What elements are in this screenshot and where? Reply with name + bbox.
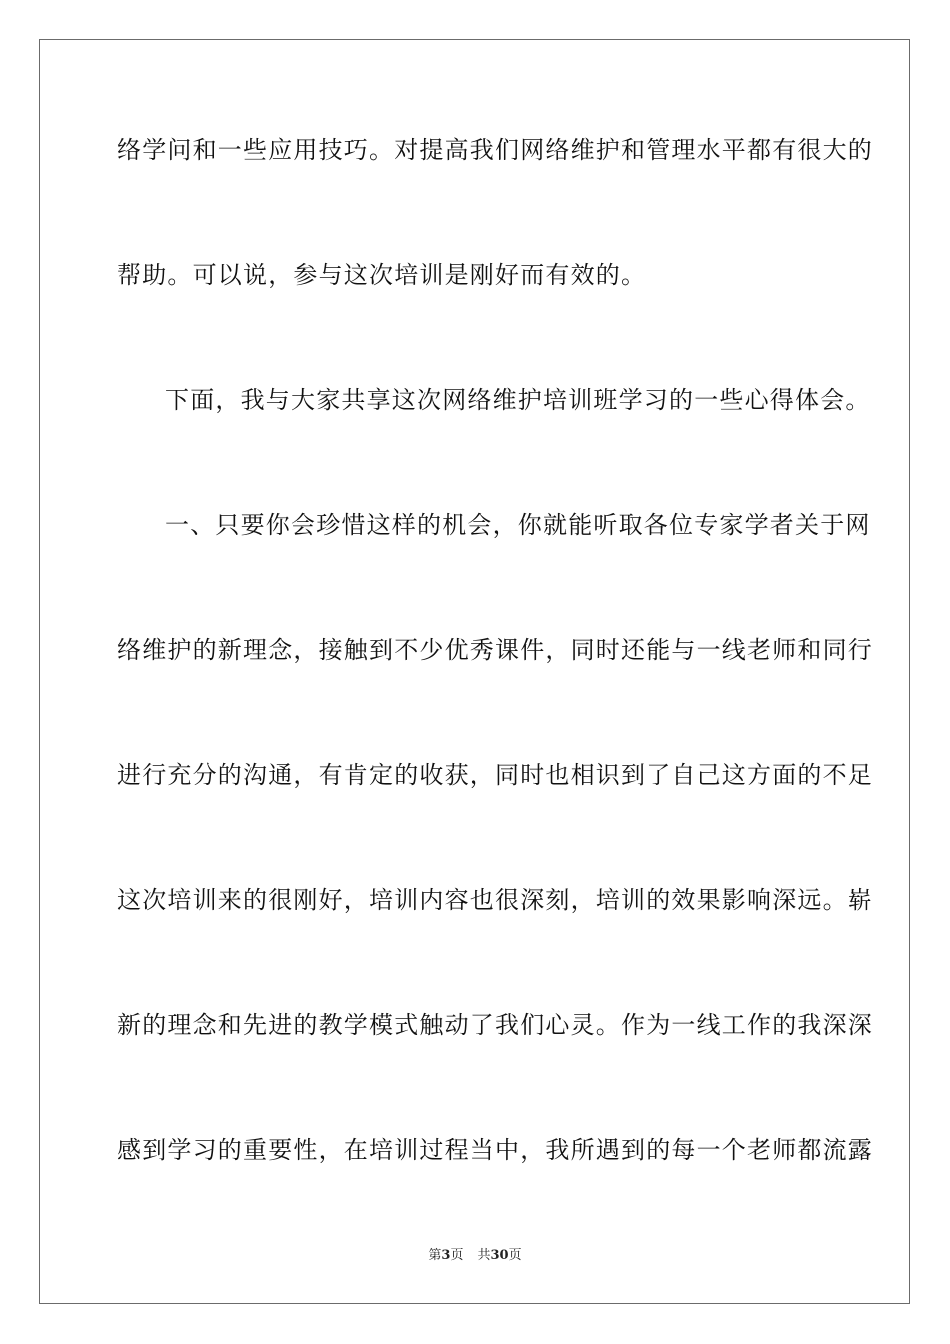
paragraph-line-9: 感到学习的重要性，在培训过程当中，我所遇到的每一个老师都流露 bbox=[117, 1136, 873, 1164]
paragraph-line-6: 进行充分的沟通，有肯定的收获，同时也相识到了自己这方面的不足 bbox=[117, 761, 873, 789]
page-prefix: 第 bbox=[428, 1248, 442, 1263]
total-pages: 30 bbox=[490, 1248, 509, 1263]
total-prefix: 共 bbox=[477, 1248, 491, 1263]
paragraph-line-5: 络维护的新理念，接触到不少优秀课件，同时还能与一线老师和同行 bbox=[117, 636, 873, 664]
paragraph-line-2: 帮助。可以说，参与这次培训是刚好而有效的。 bbox=[117, 261, 647, 289]
paragraph-line-7: 这次培训来的很刚好，培训内容也很深刻，培训的效果影响深远。崭 bbox=[117, 886, 873, 914]
total-suffix: 页 bbox=[508, 1248, 522, 1263]
paragraph-line-8: 新的理念和先进的教学模式触动了我们心灵。作为一线工作的我深深 bbox=[117, 1011, 873, 1039]
page-footer bbox=[0, 1247, 950, 1265]
paragraph-line-4: 一、只要你会珍惜这样的机会，你就能听取各位专家学者关于网 bbox=[165, 511, 871, 539]
page-number: 3 bbox=[441, 1248, 451, 1263]
page-suffix: 页 bbox=[450, 1248, 464, 1263]
paragraph-line-1: 络学问和一些应用技巧。对提高我们网络维护和管理水平都有很大的 bbox=[117, 136, 873, 164]
paragraph-line-3: 下面，我与大家共享这次网络维护培训班学习的一些心得体会。 bbox=[165, 386, 871, 414]
page-border bbox=[39, 39, 910, 1304]
